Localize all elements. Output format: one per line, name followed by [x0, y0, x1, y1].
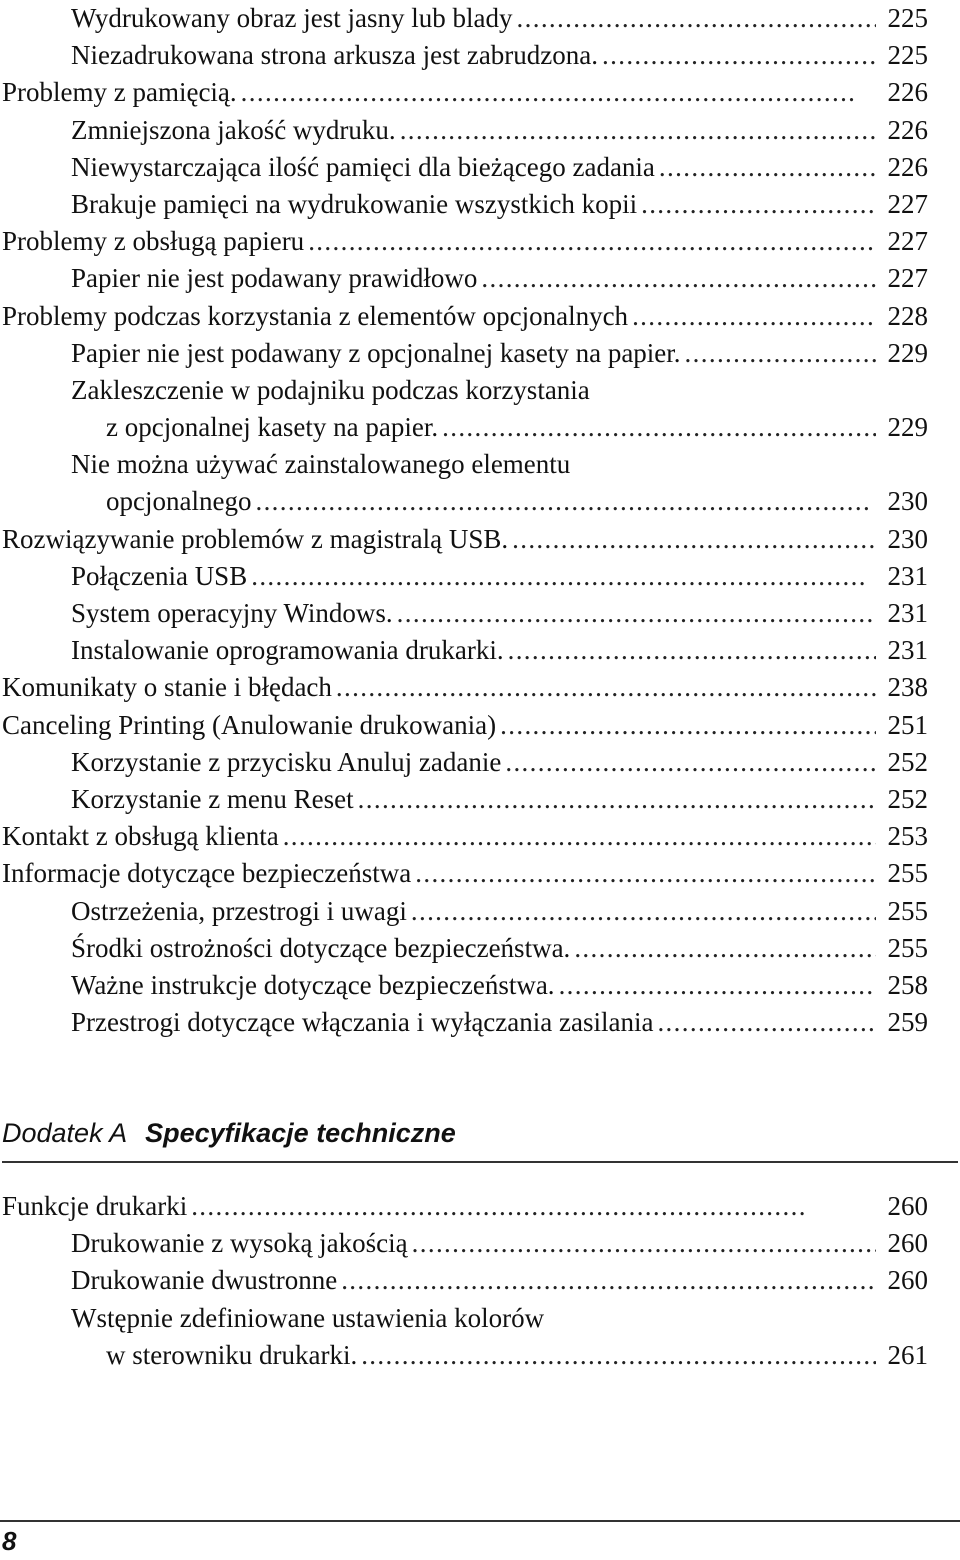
- toc-entry[interactable]: [0, 483, 928, 520]
- toc-entry-page: 261: [887, 1339, 928, 1370]
- toc-entry[interactable]: [0, 335, 928, 372]
- toc-entry-title: Ważne instrukcje dotyczące bezpieczeństwa.: [71, 969, 555, 1000]
- toc-entry-title: Instalowanie oprogramowania drukarki.: [71, 635, 504, 666]
- toc-entry-page: 255: [887, 895, 928, 926]
- toc-entry-page: 260: [887, 1228, 928, 1259]
- toc-entry-title: Papier nie jest podawany prawidłowo: [71, 263, 478, 294]
- toc-entry-title: Problemy z obsługą papieru: [2, 226, 305, 257]
- toc-entry[interactable]: [0, 558, 928, 595]
- toc-entry[interactable]: [0, 595, 928, 632]
- toc-entry-page: 260: [887, 1191, 928, 1221]
- toc-entry[interactable]: [0, 521, 928, 558]
- dot-leader: [341, 1262, 876, 1299]
- dot-leader: [508, 632, 876, 669]
- toc-entry-page: 229: [887, 337, 928, 368]
- toc-entry-title: Brakuje pamięci na wydrukowanie wszystkich kopii: [71, 188, 638, 219]
- toc-entry[interactable]: [0, 632, 928, 669]
- toc-entry-page: 230: [887, 523, 928, 554]
- toc-entry[interactable]: [0, 707, 928, 744]
- dot-leader: [361, 1337, 876, 1374]
- toc-entry-title: Połączenia USB: [71, 560, 248, 591]
- dot-leader: [641, 186, 876, 223]
- toc-entry-page: 252: [887, 783, 928, 814]
- toc-entry-page: 228: [887, 300, 928, 331]
- toc-entry[interactable]: [0, 446, 928, 483]
- toc-entry-page: 225: [887, 40, 928, 71]
- dot-leader: [397, 595, 876, 632]
- dot-leader: [412, 1225, 876, 1262]
- toc-entry[interactable]: [0, 1300, 928, 1337]
- dot-leader: [251, 558, 876, 595]
- toc-entry-title: System operacyjny Windows.: [71, 598, 393, 628]
- toc-entry-title: Wydrukowany obraz jest jasny lub blady: [71, 3, 513, 33]
- toc-entry[interactable]: [0, 818, 928, 855]
- dot-leader: [657, 1004, 876, 1041]
- dot-leader: [358, 781, 876, 818]
- dot-leader: [191, 1188, 876, 1225]
- toc-entry-title: Przestrogi dotyczące włączania i wyłączania zasilania: [71, 1007, 654, 1038]
- toc-entry-page: 251: [887, 709, 928, 740]
- footer-divider: [0, 1520, 960, 1522]
- toc-entry-page: 231: [887, 635, 928, 666]
- toc-entry[interactable]: [0, 149, 928, 186]
- toc-entry-page: 260: [887, 1265, 928, 1296]
- toc-entry-page: 230: [887, 486, 928, 517]
- appendix-title: Specyfikacje techniczne: [145, 1118, 456, 1148]
- toc-entry-page: 226: [887, 77, 928, 108]
- toc-entry-page: 259: [887, 1007, 928, 1038]
- toc-entry-page: 231: [887, 598, 928, 628]
- dot-leader: [481, 260, 876, 297]
- toc-entry[interactable]: [0, 298, 928, 335]
- dot-leader: [632, 298, 876, 335]
- toc-entry-title: Korzystanie z menu Reset: [71, 783, 354, 814]
- toc-entry-title: opcjonalnego: [106, 486, 252, 517]
- toc-entry-title: Komunikaty o stanie i błędach: [2, 672, 332, 703]
- toc-entry-title: Drukowanie z wysoką jakością: [71, 1228, 408, 1259]
- toc-entry-title: z opcjonalnej kasety na papier.: [106, 412, 439, 443]
- toc-entry-title: Kontakt z obsługą klienta: [2, 821, 279, 852]
- toc-entry-page: 253: [887, 821, 928, 852]
- dot-leader: [505, 744, 876, 781]
- toc-entry-title: Problemy podczas korzystania z elementów opcjonalnych: [2, 300, 629, 331]
- dot-leader: [415, 855, 876, 892]
- dot-leader: [283, 818, 876, 855]
- toc-entry-page: 226: [887, 151, 928, 182]
- toc-entry[interactable]: [0, 967, 928, 1004]
- toc-entry-title: Canceling Printing (Anulowanie drukowania): [2, 709, 497, 740]
- toc-entry-title: Drukowanie dwustronne: [71, 1265, 338, 1296]
- toc-entry-title: Zmniejszona jakość wydruku.: [71, 114, 396, 145]
- toc-entry[interactable]: [0, 1337, 928, 1374]
- toc-entry-page: 229: [887, 412, 928, 443]
- toc-entry[interactable]: [0, 1225, 928, 1262]
- toc-entry[interactable]: [0, 669, 928, 706]
- toc-entry[interactable]: [0, 223, 928, 260]
- toc-entry[interactable]: [0, 744, 928, 781]
- toc-entry-page: 252: [887, 746, 928, 777]
- toc-entry-title: Informacje dotyczące bezpieczeństwa: [2, 858, 412, 889]
- toc-entry-title: Papier nie jest podawany z opcjonalnej kasety na papier.: [71, 337, 681, 368]
- toc-entry-title: Problemy z pamięcią.: [2, 77, 237, 108]
- toc-entry[interactable]: [0, 893, 928, 930]
- dot-leader: [512, 521, 876, 558]
- toc-entry[interactable]: [0, 855, 928, 892]
- page-number: 8: [2, 1526, 17, 1556]
- toc-entry[interactable]: [0, 186, 928, 223]
- dot-leader: [500, 707, 876, 744]
- toc-entry-title: Nie można używać zainstalowanego elementu: [71, 449, 571, 480]
- toc-entry[interactable]: [0, 1004, 928, 1041]
- toc-entry-title: Zakleszczenie w podajniku podczas korzystania: [71, 374, 590, 405]
- dot-leader: [574, 930, 876, 967]
- toc-entry[interactable]: [0, 930, 928, 967]
- toc-entry[interactable]: [0, 372, 928, 409]
- toc-entry[interactable]: [0, 409, 928, 446]
- dot-leader: [255, 483, 876, 520]
- dot-leader: [336, 669, 876, 706]
- toc-entry-title: Korzystanie z przycisku Anuluj zadanie: [71, 746, 502, 777]
- dot-leader: [517, 0, 876, 37]
- toc-entry[interactable]: [0, 112, 928, 149]
- dot-leader: [659, 149, 876, 186]
- dot-leader: [685, 335, 876, 372]
- table-of-contents-part-2: [0, 1188, 928, 1374]
- toc-entry-page: 231: [887, 560, 928, 591]
- dot-leader: [411, 893, 876, 930]
- toc-entry-page: 227: [887, 226, 928, 257]
- toc-entry[interactable]: [0, 260, 928, 297]
- toc-entry-page: 225: [887, 3, 928, 33]
- dot-leader: [241, 74, 876, 111]
- dot-leader: [400, 112, 876, 149]
- toc-entry-title: Ostrzeżenia, przestrogi i uwagi: [71, 895, 407, 926]
- dot-leader: [442, 409, 876, 446]
- toc-entry-page: 227: [887, 188, 928, 219]
- toc-entry-title: Niezadrukowana strona arkusza jest zabrudzona.: [71, 40, 599, 71]
- dot-leader: [602, 37, 876, 74]
- toc-entry[interactable]: [0, 1188, 928, 1225]
- dot-leader: [308, 223, 876, 260]
- toc-entry[interactable]: [0, 0, 928, 37]
- dot-leader: [559, 967, 876, 1004]
- toc-entry-title: Środki ostrożności dotyczące bezpieczeństwa.: [71, 932, 571, 963]
- toc-entry-title: Niewystarczająca ilość pamięci dla bieżącego zadania: [71, 151, 655, 182]
- toc-entry-title: w sterowniku drukarki.: [106, 1339, 358, 1370]
- toc-entry-page: 255: [887, 858, 928, 889]
- toc-entry-page: 258: [887, 969, 928, 1000]
- toc-entry[interactable]: [0, 1262, 928, 1299]
- toc-entry[interactable]: [0, 37, 928, 74]
- toc-entry-title: Wstępnie zdefiniowane ustawienia kolorów: [71, 1302, 545, 1333]
- toc-entry-page: 255: [887, 932, 928, 963]
- toc-entry-page: 226: [887, 114, 928, 145]
- toc-entry-title: Funkcje drukarki: [2, 1191, 188, 1221]
- appendix-heading: [2, 1118, 958, 1163]
- toc-entry-page: 227: [887, 263, 928, 294]
- toc-entry[interactable]: [0, 74, 928, 111]
- toc-entry[interactable]: [0, 781, 928, 818]
- toc-entry-title: Rozwiązywanie problemów z magistralą USB.: [2, 523, 509, 554]
- toc-entry-page: 238: [887, 672, 928, 703]
- appendix-label: Dodatek A: [2, 1118, 128, 1148]
